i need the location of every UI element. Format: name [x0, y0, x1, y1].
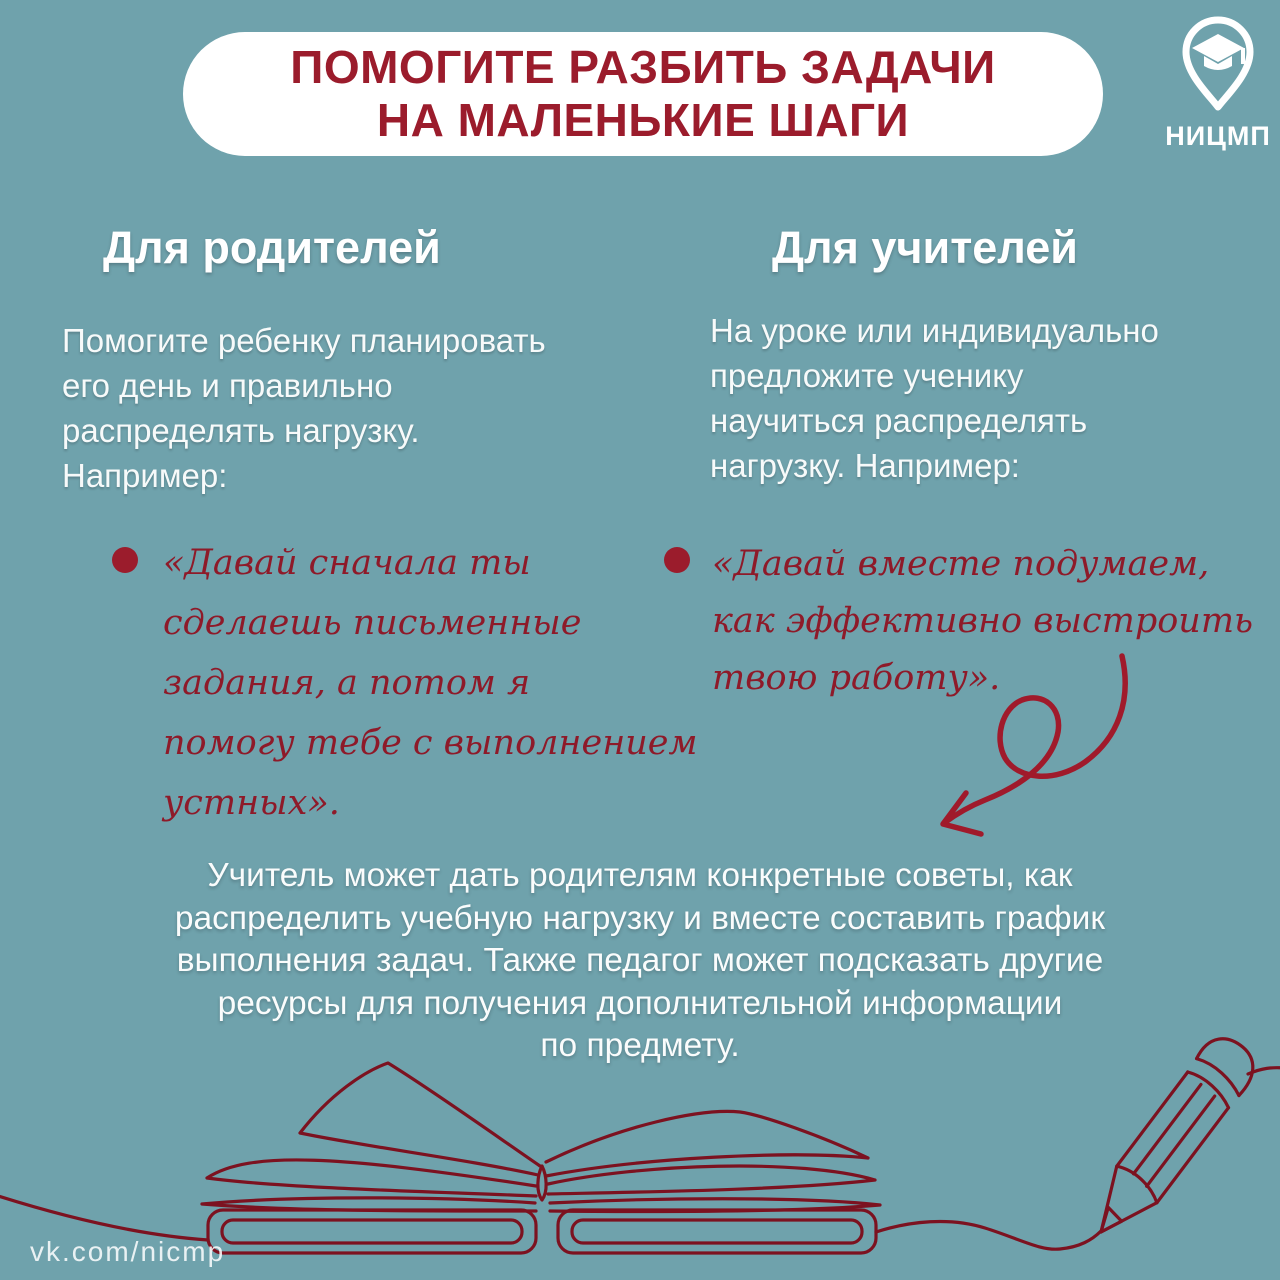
- logo-text: НИЦМП: [1165, 121, 1271, 151]
- summary-line: Учитель может дать родителям конкретные советы, как: [207, 857, 1073, 894]
- graduation-cap-icon: [1192, 34, 1245, 70]
- teachers-quote-bullet-dot: [664, 547, 690, 573]
- parents-body-line: распределять нагрузку.: [62, 412, 420, 449]
- org-logo: [1148, 14, 1280, 154]
- parents-quote-line: сделаешь письменные: [163, 603, 582, 643]
- column-parents-heading-wrap: [103, 222, 441, 274]
- location-pin-icon: [1148, 14, 1280, 114]
- title-pill: [183, 32, 1103, 156]
- summary-line: ресурсы для получения дополнительной информации: [217, 984, 1063, 1022]
- teachers-quote-line: как эффективно выстроить: [712, 601, 1254, 641]
- parents-heading: Для родителей: [103, 222, 441, 273]
- teachers-body-line: На уроке или индивидуально: [710, 312, 1159, 349]
- parents-body: [62, 318, 546, 498]
- teachers-body-line: предложите ученику: [710, 357, 1024, 394]
- summary-line: выполнения задач. Также педагог может подсказать другие: [176, 942, 1104, 979]
- parents-body-line: его день и правильно: [62, 367, 393, 404]
- summary-line: по предмету.: [540, 1027, 740, 1064]
- teachers-heading: Для учителей: [772, 222, 1078, 273]
- open-book-line-art: [0, 1063, 1101, 1253]
- teachers-quote-line: твою работу».: [712, 658, 1001, 698]
- parents-quote-bullet-dot: [112, 547, 138, 573]
- vk-link: vk.com/nicmp: [30, 1236, 226, 1267]
- teachers-body-line: научиться распределять: [710, 402, 1088, 439]
- pencil-trail-line: [1248, 1068, 1280, 1074]
- teachers-body: [710, 308, 1159, 488]
- parents-quote-line: «Давай сначала ты: [163, 543, 531, 583]
- summary-paragraph: [70, 855, 1210, 1068]
- parents-quote-line: устных».: [163, 783, 340, 823]
- parents-quote-line: помогу тебе с выполнением: [163, 723, 698, 763]
- teachers-body-line: нагрузку. Например:: [710, 447, 1020, 484]
- teachers-quote-line: «Давай вместе подумаем,: [712, 544, 1210, 584]
- summary-line: распределить учебную нагрузку и вместе составить график: [174, 899, 1106, 937]
- parents-quote-line: задания, а потом я: [163, 663, 531, 703]
- page-title-line-2: НА МАЛЕНЬКИЕ ШАГИ: [376, 94, 910, 146]
- parents-body-line: Помогите ребенку планировать: [62, 322, 546, 359]
- parents-body-line: Например:: [62, 457, 228, 494]
- parents-quote: [163, 533, 698, 833]
- page-title-line-1: ПОМОГИТЕ РАЗБИТЬ ЗАДАЧИ: [290, 41, 996, 93]
- column-teachers-heading-wrap: [772, 222, 1078, 274]
- teachers-quote: [712, 536, 1253, 707]
